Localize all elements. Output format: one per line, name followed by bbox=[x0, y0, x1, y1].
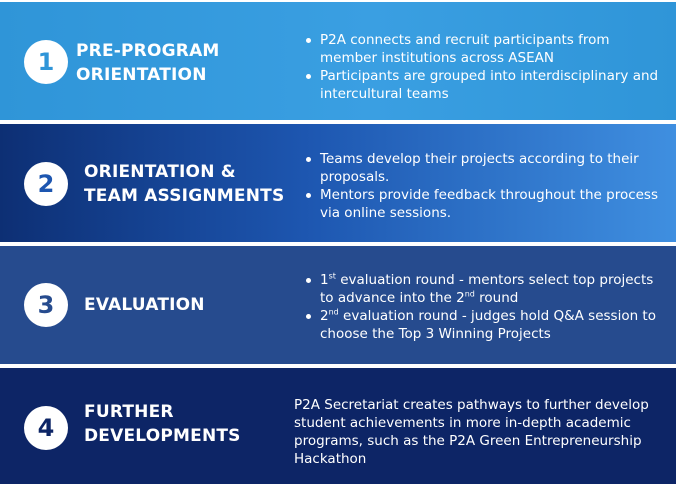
step-4-description: P2A Secretariat creates pathways to further develop student achievements in more in-depth academic programs, such as the P2A Green Entrepreneurship Hackathon bbox=[294, 397, 649, 467]
step-4-title: FURTHER DEVELOPMENTS bbox=[84, 402, 241, 446]
step-3-bullet-2 bbox=[304, 307, 664, 343]
step-1-number-badge: 1 bbox=[24, 40, 68, 84]
step-2-bullet-1: Teams develop their projects according to their proposals. bbox=[304, 150, 664, 186]
step-3-bullet-list bbox=[304, 271, 664, 343]
step-3-bullet-1 bbox=[304, 271, 664, 307]
step-3-band bbox=[0, 246, 676, 364]
step-3-number-badge: 3 bbox=[24, 283, 68, 327]
step-3-bullet-2-text: evaluation round - judges hold Q&A session to choose the Top 3 Winning Projects bbox=[320, 308, 656, 342]
step-1-bullet-1: P2A connects and recruit participants from member institutions across ASEAN bbox=[304, 31, 664, 67]
step-2-bullet-2: Mentors provide feedback throughout the process via online sessions. bbox=[304, 186, 664, 222]
step-4-band bbox=[0, 368, 676, 484]
step-4-number-badge: 4 bbox=[24, 406, 68, 450]
step-3-bullet-2-ordinal: 2 bbox=[320, 308, 329, 324]
step-2-number-badge: 2 bbox=[24, 162, 68, 206]
step-1-bullet-2: Participants are grouped into interdisciplinary and intercultural teams bbox=[304, 67, 664, 103]
step-3-bullet-1-ordinal-2: 2 bbox=[456, 290, 465, 306]
step-2-band bbox=[0, 124, 676, 242]
step-1-title: PRE-PROGRAM ORIENTATION bbox=[76, 41, 220, 85]
step-2-title: ORIENTATION & TEAM ASSIGNMENTS bbox=[84, 162, 285, 206]
step-3-title: EVALUATION bbox=[84, 295, 205, 315]
step-3-bullet-2-ordinal-suffix: nd bbox=[328, 307, 339, 317]
step-3-bullet-1-ordinal-2-suffix: nd bbox=[464, 289, 475, 299]
step-3-bullet-1-ordinal-suffix: st bbox=[328, 271, 336, 281]
step-3-bullet-1-text-a: evaluation round - mentors select top projects to advance into the bbox=[320, 272, 654, 306]
step-2-bullet-list bbox=[304, 150, 664, 222]
step-3-bullet-1-ordinal: 1 bbox=[320, 272, 329, 288]
step-1-band bbox=[0, 2, 676, 120]
step-3-bullet-1-text-b: round bbox=[474, 290, 519, 306]
step-1-bullet-list bbox=[304, 31, 664, 103]
